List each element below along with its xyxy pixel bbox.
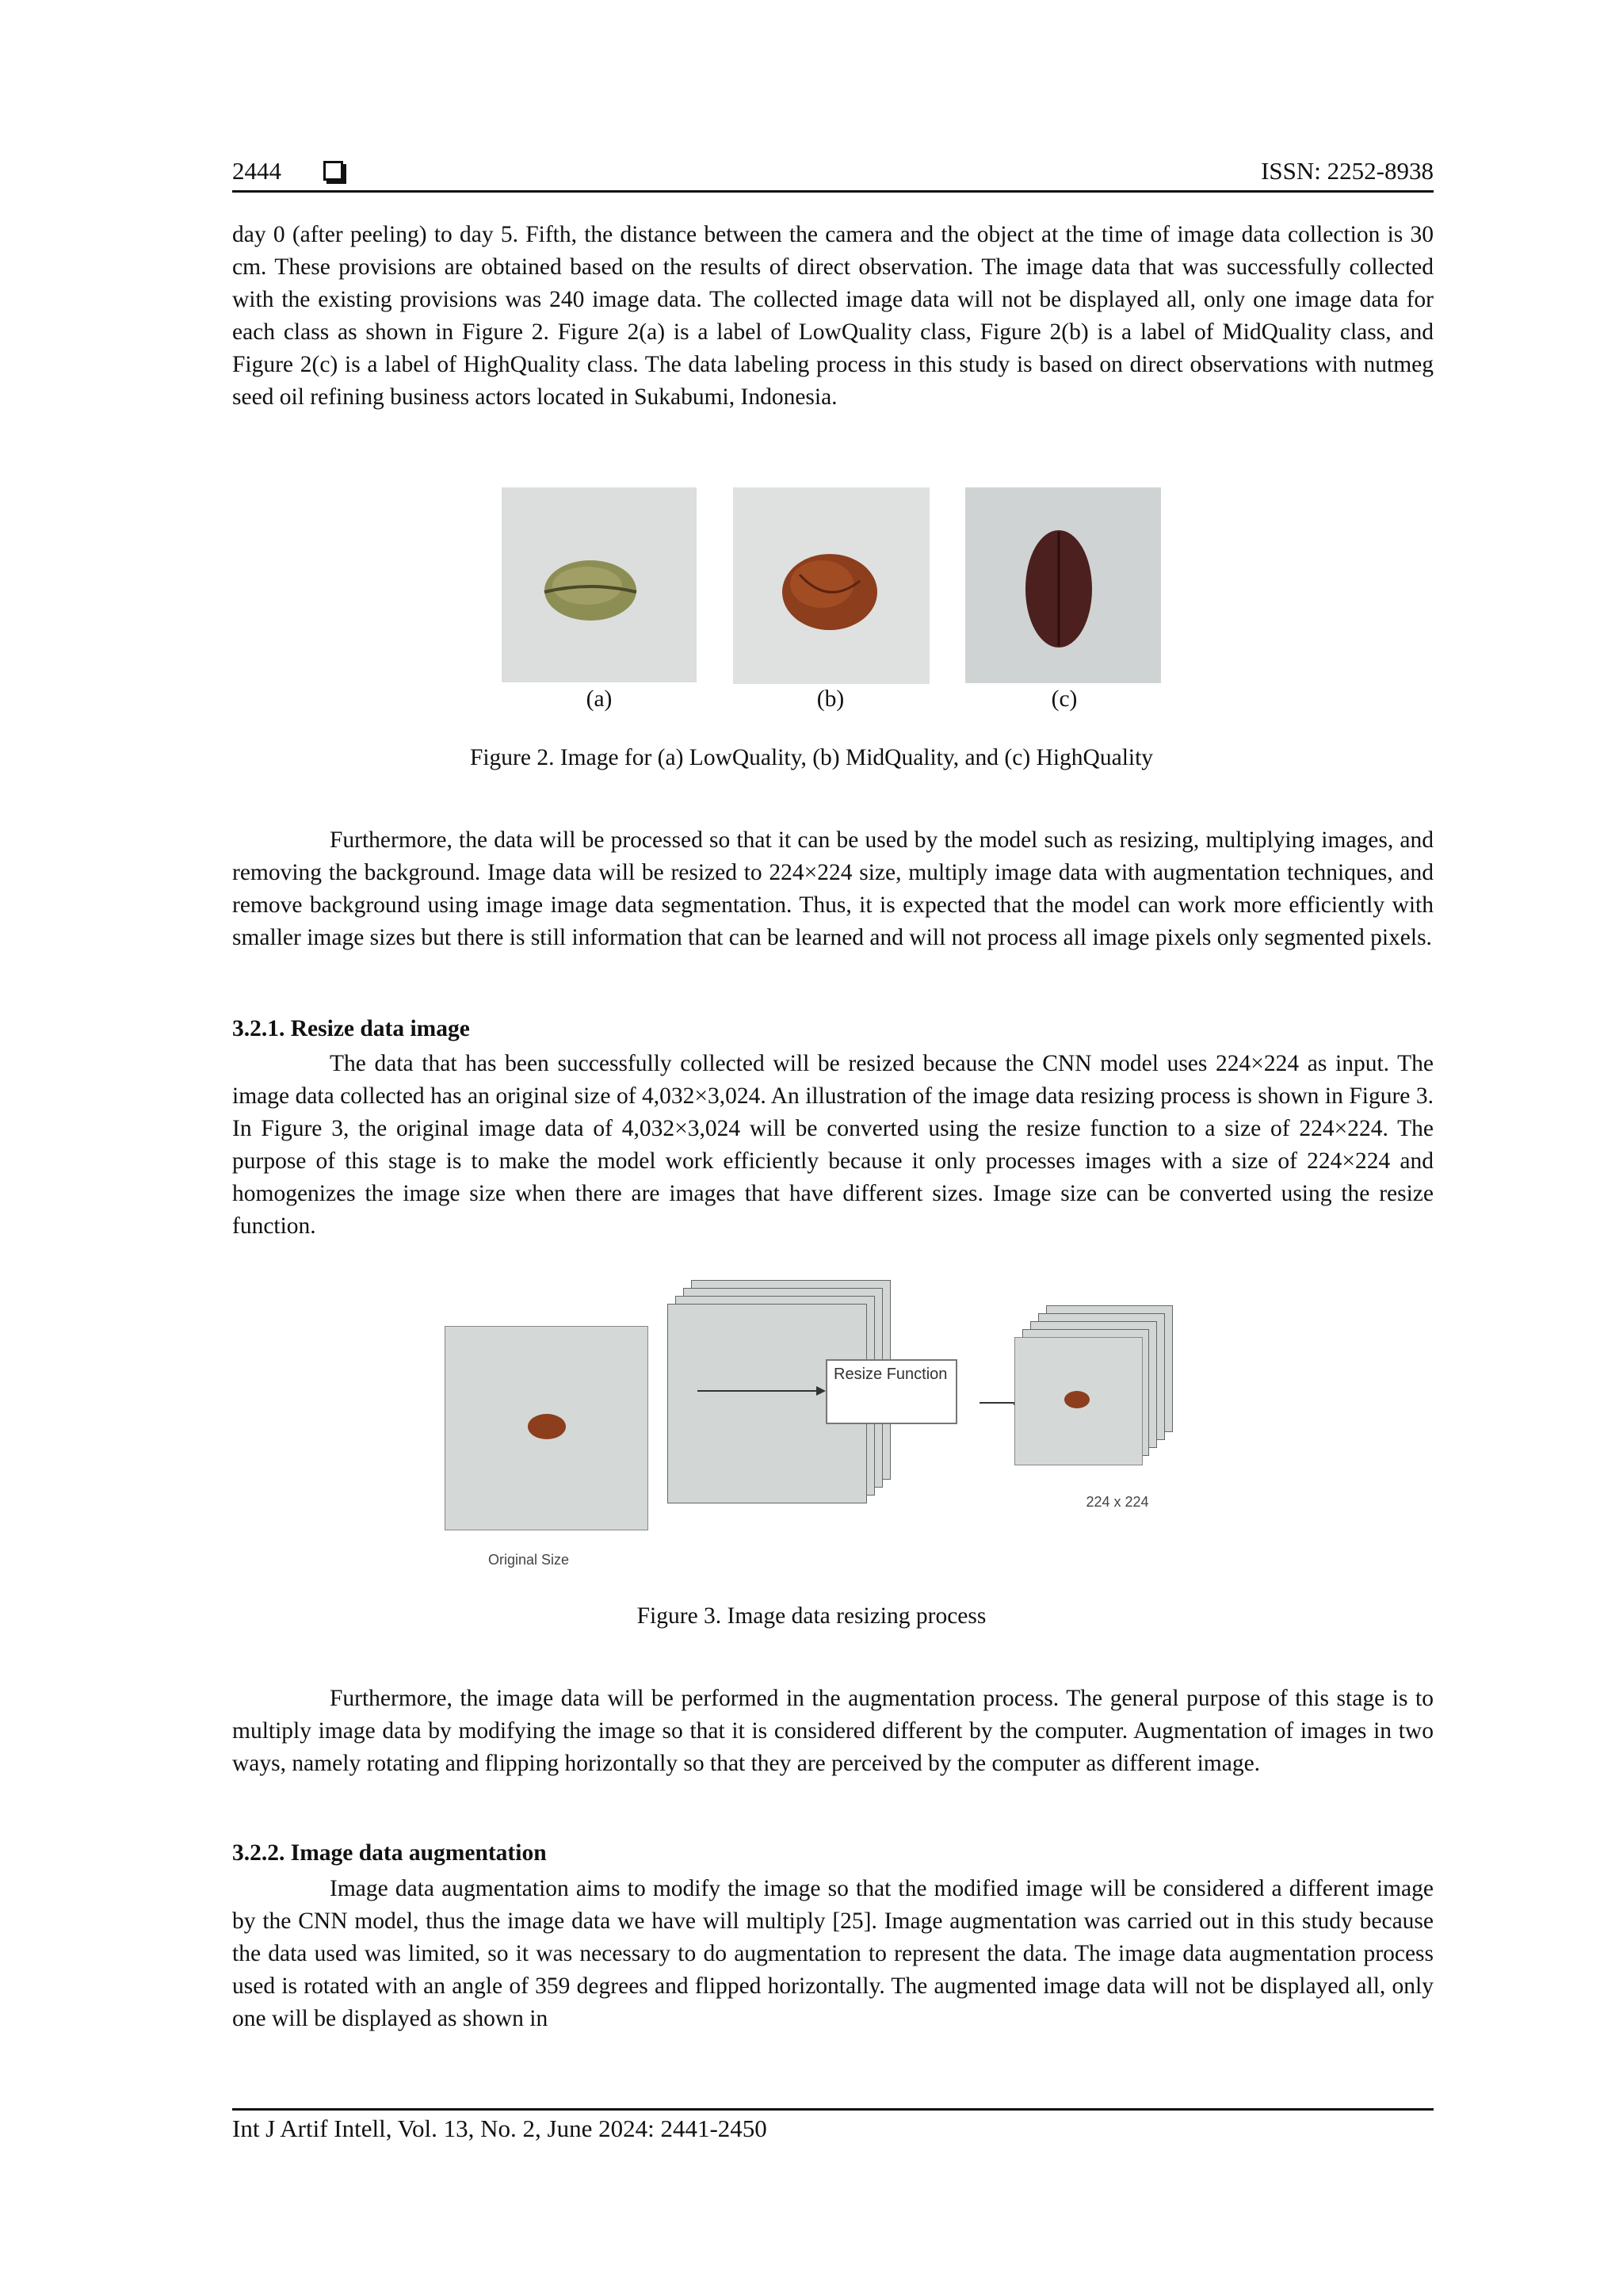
issn: ISSN: 2252-8938	[1261, 157, 1434, 185]
figure3-diagram	[444, 1280, 1220, 1581]
paragraph-5: Image data augmentation aims to modify the image so that the modified image will be considered a different image by the CNN model, thus the image data we have will multiply [25]. Image augmentation was carried out in this study because the data used was limited, so it was necessary to do augmentation to represent the data. The image data augmentation process used is rotated with an angle of 359 degrees and flipped horizontally. The augmented image data will not be displayed all, only one will be displayed as shown in	[232, 1876, 1434, 2031]
figure2-image-a	[502, 487, 697, 682]
figure2-caption: Figure 2. Image for (a) LowQuality, (b) MidQuality, and (c) HighQuality	[469, 745, 1154, 770]
resize-function-box: Resize Function	[826, 1359, 957, 1424]
figure2-image-c	[965, 487, 1161, 683]
paragraph-4: Furthermore, the image data will be performed in the augmentation process. The general purpose of this stage is to multiply image data by modifying the image so that it is considered different by the computer. Augmentation of images in two ways, namely rotating and flipping horizontally so that they are perceived by the computer as different image.	[232, 1686, 1434, 1776]
figure3-caption: Figure 3. Image data resizing process	[636, 1603, 987, 1629]
figure2-label-b: (b)	[816, 686, 845, 712]
heading-3-2-2: 3.2.2. Image data augmentation	[232, 1840, 547, 1866]
seed-mid-quality	[733, 487, 930, 684]
header-rule	[232, 190, 1434, 193]
figure2-image-b	[733, 487, 930, 684]
seed-original	[445, 1327, 647, 1530]
resized-image	[1014, 1337, 1143, 1465]
footer-citation: Int J Artif Intell, Vol. 13, No. 2, June 2024: 2441-2450	[232, 2115, 767, 2142]
resized-size-label: 224 x 224	[1086, 1494, 1149, 1510]
heading-3-2-1: 3.2.1. Resize data image	[232, 1016, 470, 1041]
figure2-label-c: (c)	[1051, 686, 1078, 712]
original-image	[445, 1326, 648, 1530]
paragraph-3: The data that has been successfully collected will be resized because the CNN model uses 224×224 as input. The image data collected has an original size of 4,032×3,024. An illustration of the image data resizing process is shown in Figure 3. In Figure 3, the original image data of 4,032×3,024 will be converted using the resize function to a size of 224×224. The purpose of this stage is to make the model work efficiently because it only processes images with a size of 224×224 and homogenizes the image size when there are images that have different sizes. Image size can be converted using the resize function.	[232, 1051, 1434, 1239]
square-bullet-icon	[323, 161, 343, 181]
paragraph-2: Furthermore, the data will be processed so that it can be used by the model such as resizing, multiplying images, and removing the background. Image data will be resized to 224×224 size, multiply image data with augmentation techniques, and remove background using image image data segmentation. Thus, it is expected that the model can work more efficiently with smaller image sizes but there is still information that can be learned and will not process all image pixels only segmented pixels.	[232, 827, 1434, 950]
seed-high-quality	[965, 487, 1161, 683]
footer-rule	[232, 2108, 1434, 2111]
original-size-label: Original Size	[488, 1552, 570, 1568]
seed-resized	[1015, 1338, 1142, 1465]
paragraph-1: day 0 (after peeling) to day 5. Fifth, the distance between the camera and the object at the time of image data collection is 30 cm. These provisions are obtained based on the results of direct observation. The image data that was successfully collected with the existing provisions was 240 image data. The collected image data will not be displayed all, only one image data for each class as shown in Figure 2. Figure 2(a) is a label of LowQuality class, Figure 2(b) is a label of MidQuality class, and Figure 2(c) is a label of HighQuality class. The data labeling process in this study is based on direct observations with nutmeg seed oil refining business actors located in Sukabumi, Indonesia.	[232, 222, 1434, 410]
page-number: 2444	[232, 157, 281, 185]
seed-low-quality	[502, 487, 697, 682]
figure2-label-a: (a)	[586, 686, 613, 712]
